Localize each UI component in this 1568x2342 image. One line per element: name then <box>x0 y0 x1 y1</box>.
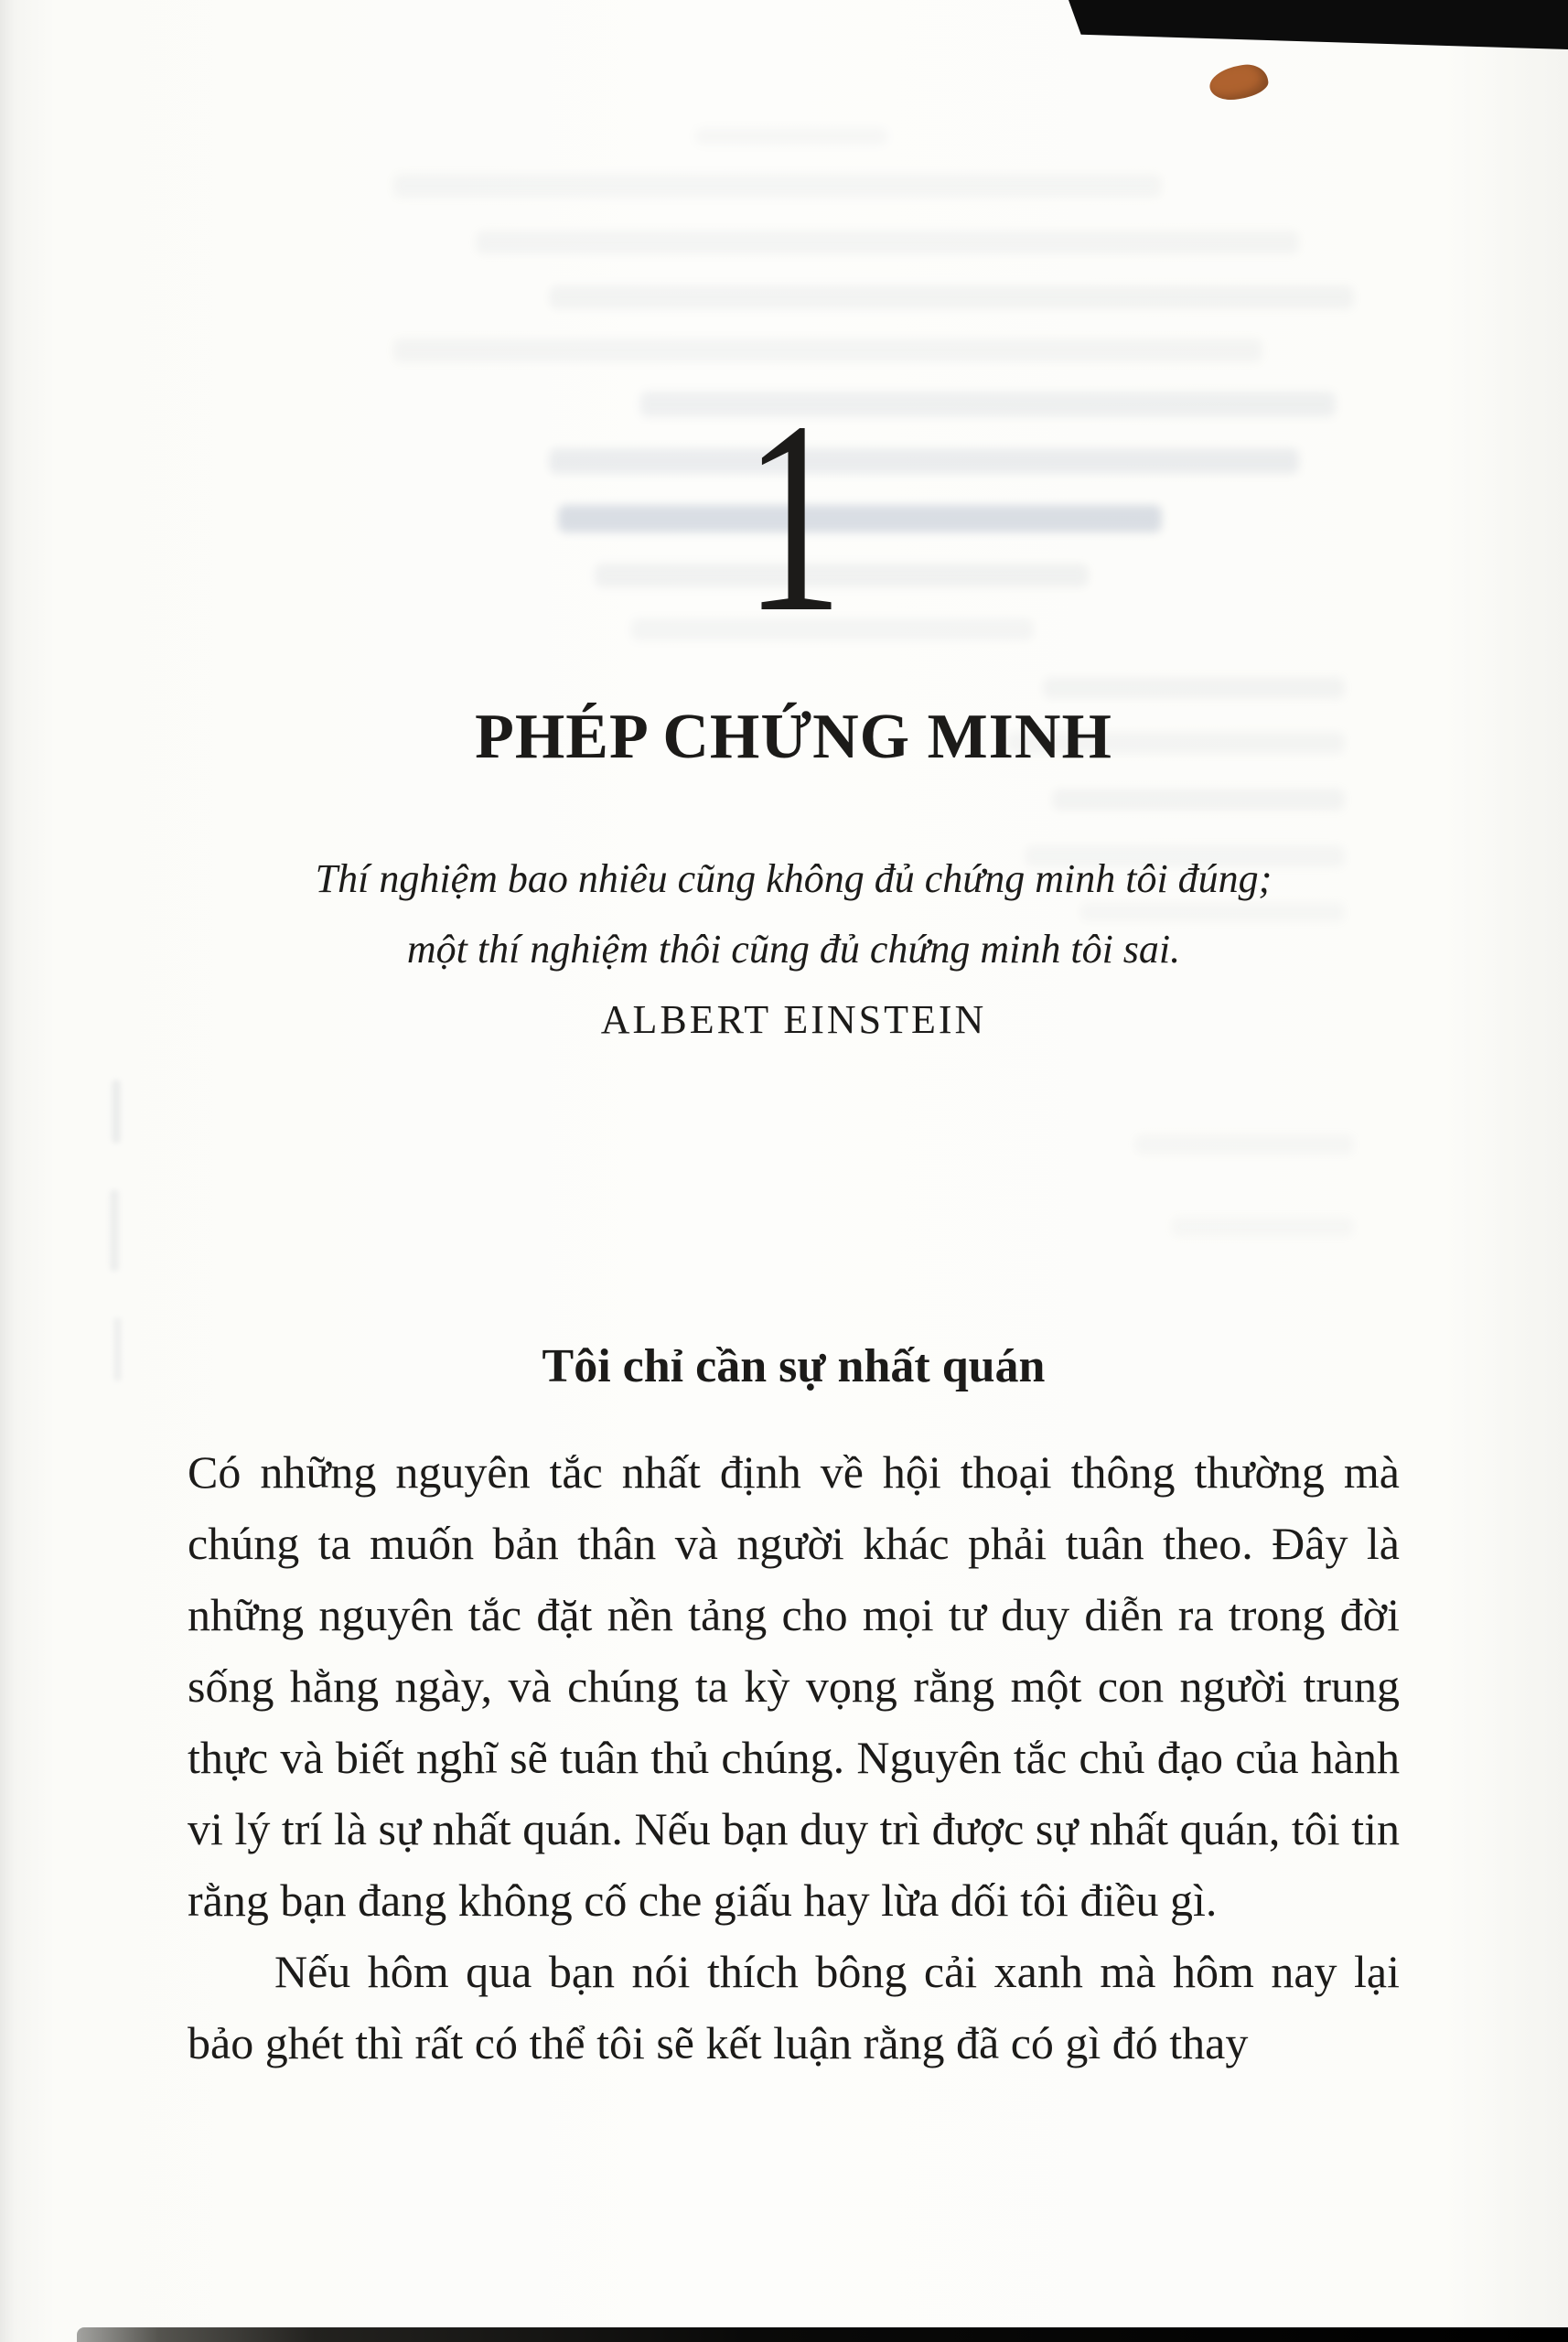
epigraph-attribution: ALBERT EINSTEIN <box>600 997 987 1042</box>
epigraph <box>188 843 1400 1055</box>
epigraph-line-2: một thí nghiệm thôi cũng đủ chứng minh tôi sai. <box>406 927 1181 972</box>
bleed-through-mark <box>110 1189 119 1272</box>
scan-edge-artifact-bottom <box>77 2327 1568 2342</box>
bleed-through-mark <box>112 1080 121 1144</box>
page-content <box>188 0 1400 2079</box>
chapter-title: PHÉP CHỨNG MINH <box>475 702 1112 772</box>
bleed-through-mark <box>113 1317 122 1381</box>
body-paragraph-1: Có những nguyên tắc nhất định về hội thoại thông thường mà chúng ta muốn bản thân và người khác phải tuân theo. Đây là những nguyên tắc đặt nền tảng cho mọi tư duy diễn ra trong đời sống hằng ngày, và chúng ta kỳ vọng rằng một con người trung thực và biết nghĩ sẽ tuân thủ chúng. Nguyên tắc chủ đạo của hành vi lý trí là sự nhất quán. Nếu bạn duy trì được sự nhất quán, tôi tin rằng bạn đang không cố che giấu hay lừa dối tôi điều gì. <box>188 1446 1400 1926</box>
body-paragraph-2: Nếu hôm qua bạn nói thích bông cải xanh mà hôm nay lại bảo ghét thì rất có thể tôi sẽ kết luận rằng đã có gì đó thay <box>188 1946 1400 2068</box>
section-heading: Tôi chỉ cần sự nhất quán <box>542 1340 1046 1392</box>
chapter-number: 1 <box>744 365 843 669</box>
epigraph-line-1: Thí nghiệm bao nhiêu cũng không đủ chứng minh tôi đúng; <box>315 856 1273 901</box>
